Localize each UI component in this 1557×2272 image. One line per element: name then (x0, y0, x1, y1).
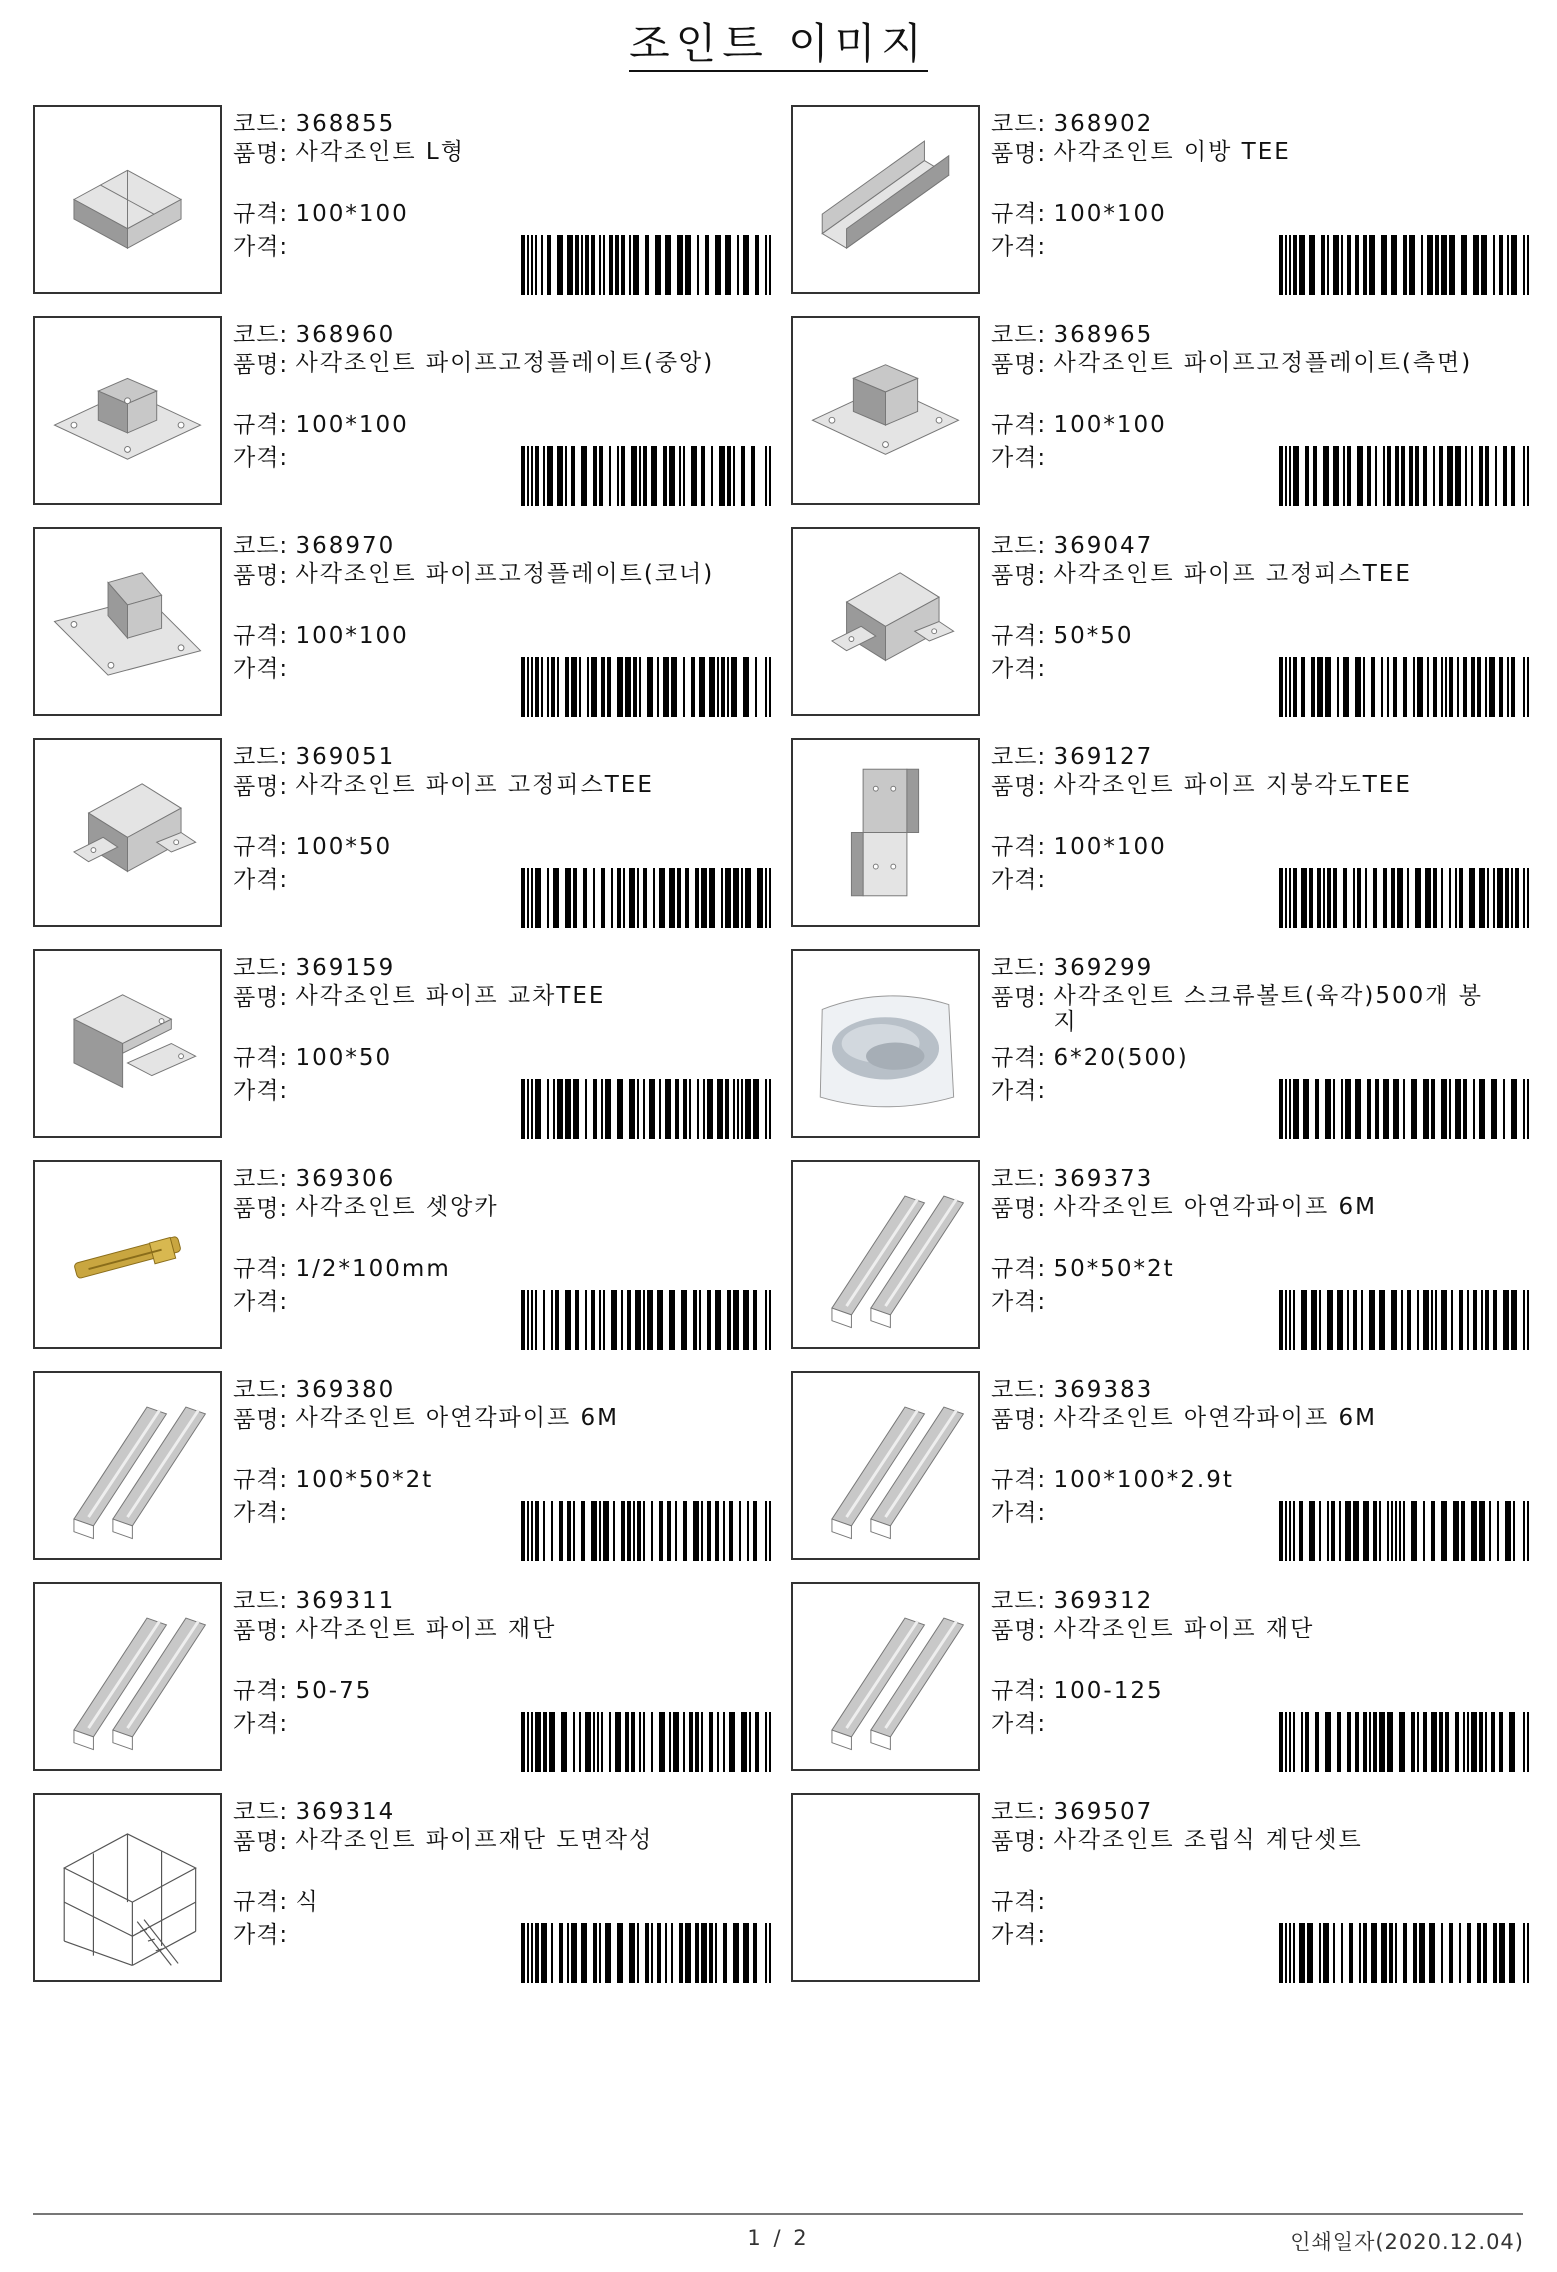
product-card (791, 1160, 1551, 1352)
spec-label: 규격: (991, 834, 1047, 860)
price-label: 가격: (991, 1078, 1047, 1104)
spec-label: 규격: (233, 201, 289, 227)
code-row (233, 1586, 395, 1616)
barcode-bars (1279, 446, 1529, 506)
square-pipe-icon (793, 1584, 978, 1769)
square-pipe-icon (793, 1373, 978, 1558)
price-row (233, 232, 288, 262)
code-row (991, 531, 1153, 561)
product-name: 사각조인트 조립식 계단셋트 (1053, 1827, 1363, 1853)
name-label: 품명: (991, 774, 1047, 800)
product-name: 사각조인트 파이프 지붕각도TEE (1053, 772, 1412, 798)
product-name: 사각조인트 아연각파이프 6M (295, 1405, 619, 1431)
code-label: 코드: (233, 322, 289, 348)
name-label: 품명: (233, 985, 289, 1011)
barcode-bars (1279, 1923, 1529, 1983)
spec-row (991, 1043, 1189, 1073)
spec-label: 규격: (991, 1256, 1047, 1282)
product-image (791, 1160, 980, 1349)
product-spec: 100*100 (295, 201, 409, 227)
product-name: 사각조인트 아연각파이프 6M (1053, 1194, 1377, 1220)
name-label: 품명: (233, 1407, 289, 1433)
name-row (991, 1827, 1363, 1857)
product-name: 사각조인트 파이프고정플레이트(코너) (295, 561, 715, 587)
spec-row (233, 1676, 372, 1706)
barcode (521, 446, 771, 506)
product-card (791, 316, 1551, 508)
spec-label: 규격: (233, 1678, 289, 1704)
code-row (991, 1375, 1153, 1405)
code-row (233, 320, 395, 350)
price-label: 가격: (233, 1078, 289, 1104)
barcode (521, 1290, 771, 1350)
product-name: 사각조인트 파이프 교차TEE (295, 983, 606, 1009)
product-image (791, 738, 980, 927)
name-row (991, 1405, 1377, 1435)
spec-row (991, 199, 1167, 229)
plate-center-icon (35, 318, 220, 503)
price-label: 가격: (991, 1289, 1047, 1315)
page-title: 조인트 이미지 (0, 16, 1557, 72)
spec-row (233, 199, 409, 229)
product-image (791, 1371, 980, 1560)
price-label: 가격: (233, 1289, 289, 1315)
barcode-bars (521, 868, 771, 928)
code-row (991, 742, 1153, 772)
product-spec: 100*100 (1053, 412, 1167, 438)
code-row (991, 953, 1153, 983)
price-row (991, 443, 1046, 473)
product-spec: 100*50 (295, 1045, 393, 1071)
barcode-bars (1279, 657, 1529, 717)
product-code: 368970 (295, 533, 396, 559)
name-row (233, 561, 714, 591)
barcode-bars (521, 657, 771, 717)
product-spec: 1/2*100mm (295, 1256, 451, 1282)
product-image (791, 316, 980, 505)
code-label: 코드: (233, 533, 289, 559)
barcode (1279, 1079, 1529, 1139)
spec-row (233, 832, 392, 862)
price-label: 가격: (991, 445, 1047, 471)
name-label: 품명: (991, 1829, 1047, 1855)
product-card (791, 105, 1551, 297)
square-pipe-icon (793, 1162, 978, 1347)
spec-row (233, 1887, 320, 1917)
code-row (233, 953, 395, 983)
barcode (521, 235, 771, 295)
spec-label: 규격: (991, 1678, 1047, 1704)
product-code: 369380 (295, 1377, 396, 1403)
name-row (991, 1616, 1314, 1646)
name-label: 품명: (991, 563, 1047, 589)
name-row (233, 1827, 653, 1857)
barcode (521, 1712, 771, 1772)
name-row (991, 139, 1291, 169)
product-name: 사각조인트 L형 (295, 139, 465, 165)
product-spec: 100*100 (295, 412, 409, 438)
code-label: 코드: (991, 744, 1047, 770)
spec-label: 규격: (233, 1045, 289, 1071)
code-label: 코드: (991, 1588, 1047, 1614)
spec-row (991, 410, 1167, 440)
spec-row (991, 1465, 1234, 1495)
code-row (233, 1797, 395, 1827)
name-label: 품명: (991, 1196, 1047, 1222)
spec-row (233, 1254, 451, 1284)
product-spec: 100*100 (295, 623, 409, 649)
name-label: 품명: (233, 1196, 289, 1222)
product-spec: 100-125 (1053, 1678, 1164, 1704)
price-row (233, 443, 288, 473)
product-card (33, 1793, 793, 1985)
name-label: 품명: (991, 141, 1047, 167)
cross-bracket-icon (35, 951, 220, 1136)
code-label: 코드: (991, 1377, 1047, 1403)
spec-row (233, 410, 409, 440)
barcode (521, 1079, 771, 1139)
product-card (33, 527, 793, 719)
product-name: 사각조인트 파이프 고정피스TEE (1053, 561, 1412, 587)
product-card (33, 1160, 793, 1352)
product-code: 369051 (295, 744, 396, 770)
product-image (33, 527, 222, 716)
barcode-bars (1279, 1501, 1529, 1561)
name-row (991, 772, 1412, 802)
code-label: 코드: (233, 955, 289, 981)
barcode (1279, 446, 1529, 506)
price-row (991, 1287, 1046, 1317)
spec-label: 규격: (991, 623, 1047, 649)
barcode (521, 657, 771, 717)
product-name: 사각조인트 파이프 재단 (1053, 1616, 1315, 1642)
name-row (991, 983, 1504, 1035)
product-image (33, 1160, 222, 1349)
code-row (991, 320, 1153, 350)
product-card (791, 1793, 1551, 1985)
barcode (1279, 1501, 1529, 1561)
code-row (991, 109, 1153, 139)
price-label: 가격: (991, 1922, 1047, 1948)
price-label: 가격: (233, 656, 289, 682)
code-row (233, 1375, 395, 1405)
price-label: 가격: (991, 1500, 1047, 1526)
plate-side-icon (793, 318, 978, 503)
spec-label: 규격: (233, 1467, 289, 1493)
barcode (521, 868, 771, 928)
footer-divider (33, 2213, 1523, 2215)
spec-label: 규격: (991, 1467, 1047, 1493)
price-label: 가격: (233, 445, 289, 471)
price-row (991, 1920, 1046, 1950)
name-label: 품명: (233, 774, 289, 800)
price-row (233, 1498, 288, 1528)
price-row (233, 1076, 288, 1106)
product-code: 369047 (1053, 533, 1154, 559)
product-card (791, 527, 1551, 719)
barcode (1279, 1290, 1529, 1350)
code-label: 코드: (233, 744, 289, 770)
roof-bracket-icon (793, 740, 978, 925)
name-label: 품명: (233, 141, 289, 167)
name-row (233, 1616, 556, 1646)
name-row (233, 772, 654, 802)
code-row (991, 1164, 1153, 1194)
channel-tee-icon (793, 107, 978, 292)
spec-label: 규격: (991, 1045, 1047, 1071)
product-code: 369507 (1053, 1799, 1154, 1825)
barcode (1279, 1712, 1529, 1772)
code-label: 코드: (233, 1799, 289, 1825)
spec-row (991, 1254, 1175, 1284)
barcode-bars (1279, 235, 1529, 295)
code-label: 코드: (991, 955, 1047, 981)
barcode-bars (521, 1290, 771, 1350)
code-label: 코드: (233, 1166, 289, 1192)
product-name: 사각조인트 아연각파이프 6M (1053, 1405, 1377, 1431)
price-label: 가격: (991, 234, 1047, 260)
product-image (791, 1793, 980, 1982)
product-spec: 100*100 (1053, 201, 1167, 227)
product-code: 368965 (1053, 322, 1154, 348)
barcode-bars (521, 1923, 771, 1983)
price-label: 가격: (991, 867, 1047, 893)
name-label: 품명: (991, 985, 1047, 1011)
code-row (233, 742, 395, 772)
product-card (33, 738, 793, 930)
name-label: 품명: (991, 352, 1047, 378)
name-row (991, 350, 1472, 380)
product-spec: 50*50*2t (1053, 1256, 1175, 1282)
product-name: 사각조인트 파이프고정플레이트(중앙) (295, 350, 715, 376)
product-image (791, 1582, 980, 1771)
product-image (33, 105, 222, 294)
name-label: 품명: (233, 1618, 289, 1644)
spec-row (233, 621, 409, 651)
print-date: 인쇄일자(2020.12.04) (1290, 2230, 1524, 2254)
square-pipe-icon (35, 1373, 220, 1558)
code-row (233, 1164, 395, 1194)
barcode (1279, 868, 1529, 928)
code-label: 코드: (233, 1588, 289, 1614)
code-label: 코드: (991, 111, 1047, 137)
product-spec: 6*20(500) (1053, 1045, 1189, 1071)
page-number: 1 / 2 (747, 2226, 810, 2250)
frame-drawing-icon (35, 1795, 220, 1980)
name-row (991, 561, 1412, 591)
bracket-u-icon (793, 529, 978, 714)
code-label: 코드: (991, 322, 1047, 348)
name-row (233, 1405, 619, 1435)
name-row (233, 350, 714, 380)
barcode (521, 1501, 771, 1561)
product-spec: 100*100 (1053, 834, 1167, 860)
code-row (233, 531, 395, 561)
spec-row (233, 1465, 433, 1495)
product-spec: 100*50*2t (295, 1467, 434, 1493)
spec-label: 규격: (233, 1889, 289, 1915)
product-image (791, 105, 980, 294)
price-label: 가격: (991, 1711, 1047, 1737)
price-label: 가격: (233, 1711, 289, 1737)
spec-row (233, 1043, 392, 1073)
barcode-bars (1279, 1290, 1529, 1350)
name-row (991, 1194, 1377, 1224)
spec-label: 규격: (233, 623, 289, 649)
anchor-bolt-icon (35, 1162, 220, 1347)
price-row (991, 654, 1046, 684)
product-image (33, 738, 222, 927)
spec-label: 규격: (991, 1889, 1047, 1915)
code-label: 코드: (233, 1377, 289, 1403)
price-label: 가격: (233, 1500, 289, 1526)
code-row (233, 109, 395, 139)
product-spec: 50*50 (1053, 623, 1134, 649)
blank-image-icon (793, 1795, 978, 1980)
code-row (991, 1797, 1153, 1827)
product-code: 369127 (1053, 744, 1154, 770)
product-spec: 50-75 (295, 1678, 373, 1704)
code-label: 코드: (991, 1166, 1047, 1192)
name-label: 품명: (991, 1407, 1047, 1433)
barcode-bars (1279, 868, 1529, 928)
product-code: 369373 (1053, 1166, 1154, 1192)
product-name: 사각조인트 파이프 재단 (295, 1616, 557, 1642)
product-card (791, 738, 1551, 930)
product-image (33, 1371, 222, 1560)
product-image (33, 1582, 222, 1771)
spec-label: 규격: (233, 834, 289, 860)
spec-row (991, 621, 1134, 651)
product-card (791, 1582, 1551, 1774)
price-row (991, 1709, 1046, 1739)
product-code: 369159 (295, 955, 396, 981)
name-row (233, 1194, 499, 1224)
l-joint-icon (35, 107, 220, 292)
code-label: 코드: (991, 1799, 1047, 1825)
product-name: 사각조인트 파이프재단 도면작성 (295, 1827, 654, 1853)
spec-label: 규격: (991, 412, 1047, 438)
code-label: 코드: (233, 111, 289, 137)
product-card (33, 1371, 793, 1563)
name-row (233, 139, 465, 169)
price-row (233, 1920, 288, 1950)
product-spec: 100*50 (295, 834, 393, 860)
barcode-bars (521, 446, 771, 506)
barcode-bars (1279, 1712, 1529, 1772)
barcode (1279, 1923, 1529, 1983)
product-card (791, 949, 1551, 1141)
product-card (33, 105, 793, 297)
product-code: 368855 (295, 111, 396, 137)
spec-label: 규격: (233, 412, 289, 438)
square-pipe-icon (35, 1584, 220, 1769)
barcode-bars (521, 1501, 771, 1561)
spec-label: 규격: (233, 1256, 289, 1282)
price-row (233, 1287, 288, 1317)
product-card (33, 949, 793, 1141)
name-label: 품명: (991, 1618, 1047, 1644)
name-label: 품명: (233, 352, 289, 378)
barcode-bars (521, 1079, 771, 1139)
price-row (233, 654, 288, 684)
product-image (33, 1793, 222, 1982)
product-image (33, 949, 222, 1138)
product-code: 368902 (1053, 111, 1154, 137)
code-row (991, 1586, 1153, 1616)
barcode-bars (521, 235, 771, 295)
code-label: 코드: (991, 533, 1047, 559)
price-label: 가격: (233, 1922, 289, 1948)
product-image (33, 316, 222, 505)
price-row (991, 1498, 1046, 1528)
bracket-u-icon (35, 740, 220, 925)
price-row (233, 1709, 288, 1739)
product-image (791, 949, 980, 1138)
price-row (991, 232, 1046, 262)
price-row (233, 865, 288, 895)
price-label: 가격: (233, 867, 289, 893)
product-name: 사각조인트 이방 TEE (1053, 139, 1291, 165)
product-image (791, 527, 980, 716)
name-row (233, 983, 605, 1013)
product-code: 369311 (295, 1588, 396, 1614)
product-name: 사각조인트 스크류볼트(육각)500개 봉지 (1053, 983, 1484, 1035)
product-code: 369383 (1053, 1377, 1154, 1403)
product-name: 사각조인트 파이프 고정피스TEE (295, 772, 654, 798)
barcode (1279, 657, 1529, 717)
price-label: 가격: (233, 234, 289, 260)
product-name: 사각조인트 파이프고정플레이트(측면) (1053, 350, 1473, 376)
price-label: 가격: (991, 656, 1047, 682)
name-label: 품명: (233, 563, 289, 589)
spec-row (991, 1676, 1164, 1706)
barcode (1279, 235, 1529, 295)
name-label: 품명: (233, 1829, 289, 1855)
product-card (33, 1582, 793, 1774)
barcode-bars (521, 1712, 771, 1772)
spec-row (991, 832, 1167, 862)
barcode (521, 1923, 771, 1983)
product-code: 369312 (1053, 1588, 1154, 1614)
product-spec: 식 (295, 1889, 320, 1915)
price-row (991, 865, 1046, 895)
spec-label: 규격: (991, 201, 1047, 227)
product-code: 369299 (1053, 955, 1154, 981)
barcode-bars (1279, 1079, 1529, 1139)
price-row (991, 1076, 1046, 1106)
screw-bag-icon (793, 951, 978, 1136)
product-card (33, 316, 793, 508)
product-code: 368960 (295, 322, 396, 348)
product-code: 369306 (295, 1166, 396, 1192)
product-card (791, 1371, 1551, 1563)
product-name: 사각조인트 셋앙카 (295, 1194, 499, 1220)
plate-corner-icon (35, 529, 220, 714)
product-code: 369314 (295, 1799, 396, 1825)
spec-row (991, 1887, 1046, 1917)
product-spec: 100*100*2.9t (1053, 1467, 1234, 1493)
